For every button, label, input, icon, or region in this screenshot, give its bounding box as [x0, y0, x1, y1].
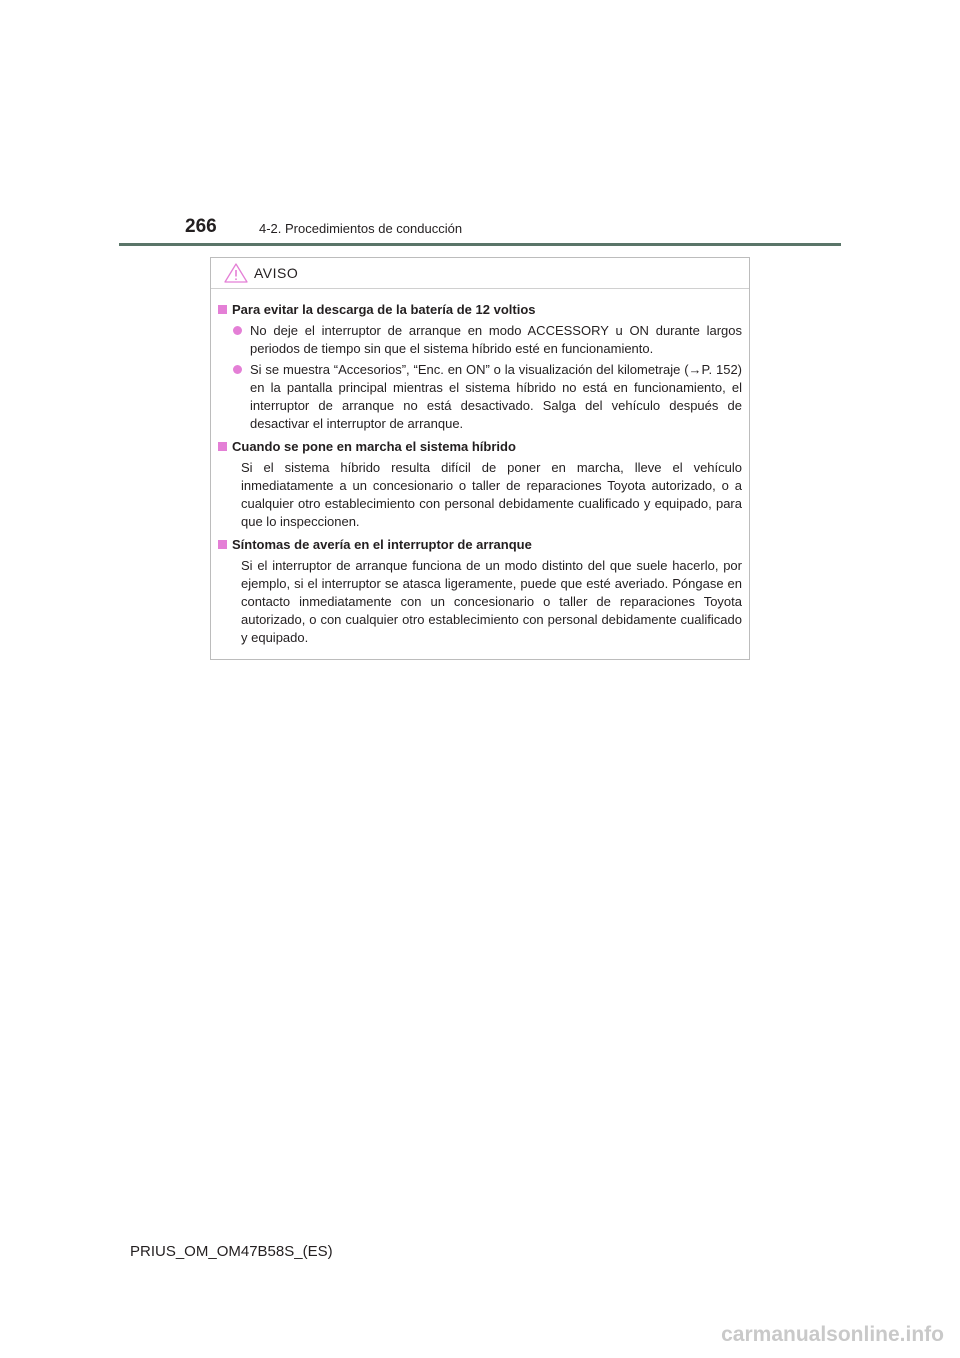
page-number: 266 [185, 216, 217, 237]
square-bullet-icon [218, 540, 227, 549]
round-bullet-icon [233, 365, 242, 374]
item-heading: Cuando se pone en marcha el sistema híbrido [232, 439, 516, 454]
square-bullet-icon [218, 305, 227, 314]
warning-notice-box [210, 257, 750, 660]
bullet-text: No deje el interruptor de arranque en modo ACCESSORY u ON durante largos periodos de tiempo sin que el sistema híbrido esté en funcionamiento. [250, 323, 742, 356]
watermark: carmanualsonline.info [721, 1323, 944, 1346]
notice-item-starting [218, 438, 742, 531]
item-heading-row [218, 438, 742, 456]
section-title: 4-2. Procedimientos de conducción [259, 221, 463, 236]
bullet-item [233, 361, 742, 433]
item-heading-row [218, 536, 742, 554]
bullet-text: Si se muestra “Accesorios”, “Enc. en ON” o la visualización del kilometraje (→P. 152) en la pantalla principal mientras el sistema híbrido no está en funcionamiento, el interruptor de arranque no está desactivado. Salga del vehículo después de desactivar el interruptor de arranque. [250, 362, 742, 431]
header-divider [119, 243, 841, 246]
notice-item-battery [218, 301, 742, 433]
item-heading: Para evitar la descarga de la batería de 12 voltios [232, 302, 536, 317]
bullet-item [233, 322, 742, 358]
round-bullet-icon [233, 326, 242, 335]
item-paragraph: Si el sistema híbrido resulta difícil de poner en marcha, lleve el vehículo inmediatamente a un concesionario o taller de reparaciones Toyota autorizado, o a cualquier otro establecimiento con personal debidamente cualificado y equipado, para que lo inspeccionen. [241, 460, 742, 529]
document-code: PRIUS_OM_OM47B58S_(ES) [130, 1243, 333, 1260]
item-paragraph: Si el interruptor de arranque funciona de un modo distinto del que suele hacerlo, por ejemplo, si el interruptor se atasca ligeramente, puede que esté averiado. Póngase en contacto inmediatamente con un concesionario o taller de reparaciones Toyota autorizado, o con cualquier otro establecimiento con personal debidamente cualificado y equipado. [241, 558, 742, 645]
item-heading-row [218, 301, 742, 319]
item-heading: Síntomas de avería en el interruptor de arranque [232, 537, 532, 552]
warning-triangle-icon [224, 263, 248, 283]
notice-header [211, 258, 749, 289]
notice-title: AVISO [254, 265, 299, 281]
notice-body [211, 289, 749, 647]
notice-item-malfunction [218, 536, 742, 647]
square-bullet-icon [218, 442, 227, 451]
